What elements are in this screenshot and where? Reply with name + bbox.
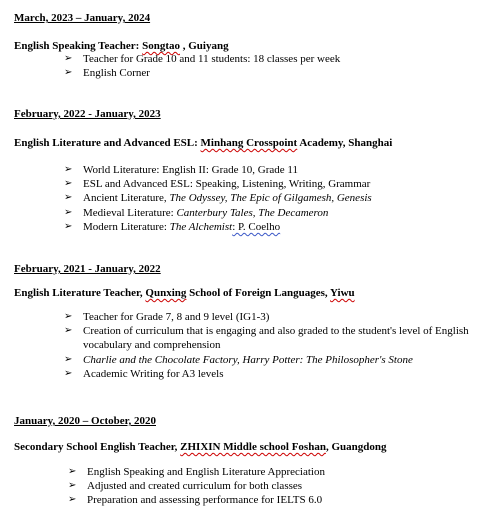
list-item: ➢ Medieval Literature: Canterbury Tales, The Decameron <box>64 206 329 219</box>
arrow-bullet-icon: ➢ <box>64 367 73 379</box>
entry-bullet-list <box>64 163 474 234</box>
list-item: ➢ Teacher for Grade 10 and 11 students: 18 classes per week <box>64 53 341 65</box>
arrow-bullet-icon: ➢ <box>64 325 73 337</box>
arrow-bullet-icon: ➢ <box>68 480 77 492</box>
arrow-bullet-icon: ➢ <box>64 353 73 365</box>
arrow-bullet-icon: ➢ <box>64 67 73 79</box>
list-item: ➢ Modern Literature: The Alchemist: P. Coelho <box>64 220 281 233</box>
list-item: ➢ Ancient Literature, The Odyssey, The Epic of Gilgamesh, Genesis <box>64 192 372 205</box>
entry-date: January, 2020 – October, 2020 <box>14 415 156 427</box>
arrow-bullet-icon: ➢ <box>64 311 73 322</box>
entry-bullet-list <box>64 310 484 381</box>
entry-role: English Literature Teacher, Qunxing School of Foreign Languages, Yiwu <box>14 287 355 299</box>
entry-bullet-list <box>68 465 468 508</box>
list-item: ➢ World Literature: English II: Grade 10, Grade 11 <box>64 164 298 176</box>
entry-role: English Speaking Teacher: Songtao , Guiyang <box>14 40 229 52</box>
list-item: ➢ Creation of curriculum that is engaging and also graded to the student's level of English vocabulary and comprehension <box>64 325 469 352</box>
list-item: ➢ Academic Writing for A3 levels <box>64 367 224 380</box>
list-item: ➢ English Speaking and English Literature Appreciation <box>68 466 325 478</box>
arrow-bullet-icon: ➢ <box>64 164 73 175</box>
list-item: ➢ Adjusted and created curriculum for both classes <box>68 480 303 493</box>
list-item: ➢ ESL and Advanced ESL: Speaking, Listening, Writing, Grammar <box>64 178 371 191</box>
list-item: ➢ English Corner <box>64 67 150 80</box>
entry-role: Secondary School English Teacher, ZHIXIN Middle school Foshan, Guangdong <box>14 441 387 453</box>
arrow-bullet-icon: ➢ <box>64 178 73 190</box>
list-item: ➢ Teacher for Grade 7, 8 and 9 level (IG1-3) <box>64 311 270 323</box>
list-item: ➢ Charlie and the Chocolate Factory, Harry Potter: The Philosopher's Stone <box>64 353 413 366</box>
arrow-bullet-icon: ➢ <box>68 494 77 506</box>
arrow-bullet-icon: ➢ <box>64 192 73 204</box>
arrow-bullet-icon: ➢ <box>64 53 73 64</box>
arrow-bullet-icon: ➢ <box>64 206 73 218</box>
entry-date: February, 2022 - January, 2023 <box>14 108 161 120</box>
arrow-bullet-icon: ➢ <box>64 220 73 232</box>
list-item: ➢ Preparation and assessing performance for IELTS 6.0 <box>68 494 323 507</box>
entry-bullet-list <box>64 52 464 80</box>
entry-role: English Literature and Advanced ESL: Minhang Crosspoint Academy, Shanghai <box>14 137 393 149</box>
arrow-bullet-icon: ➢ <box>68 466 77 477</box>
entry-date: February, 2021 - January, 2022 <box>14 263 161 275</box>
entry-date: March, 2023 – January, 2024 <box>14 12 151 24</box>
